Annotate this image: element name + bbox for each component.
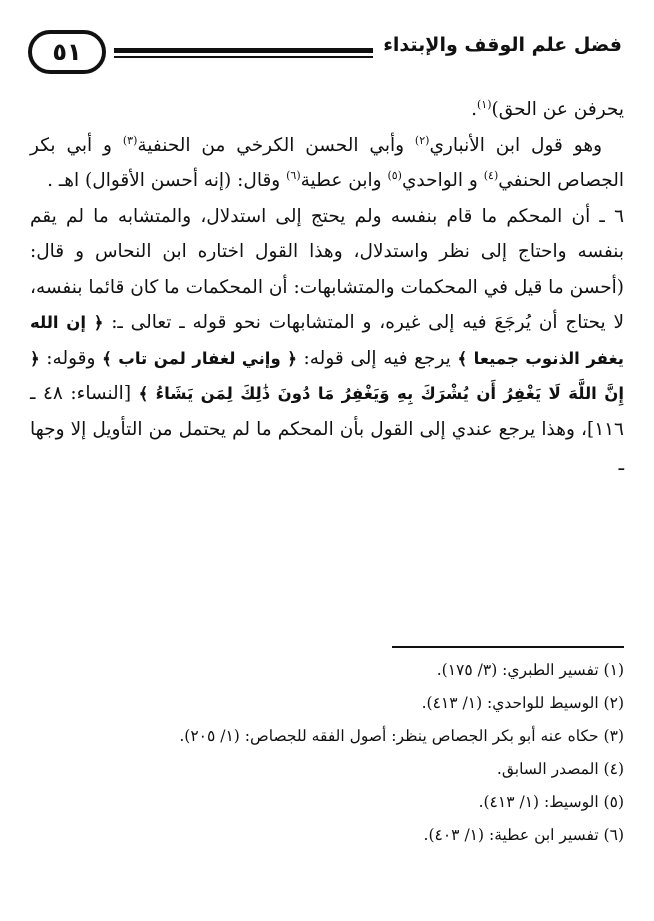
footnote-6: (٦) تفسير ابن عطية: (١/ ٤٠٣). [423,826,624,844]
paragraph-3-text-b: يرجع فيه إلى قوله: [296,347,458,369]
paragraph-3-text-d: [النساء: ٤٨ ـ ١١٦]، وهذا يرجع عندي إلى القول بأن المحكم ما لم يحتمل من التأويل إلا وجها ـ [30,383,624,475]
footnotes [30,654,624,852]
paragraph-1 [30,92,624,128]
paragraph-2-text-f: وقال: (إنه أحسن الأقوال) اهـ . [47,170,287,191]
paragraph-2-text-d: و الواحدي [401,170,484,191]
footnote-ref-2: (٢) [414,133,430,147]
footnote-ref-5: (٥) [387,168,402,182]
page-number: ٥١ [52,38,82,66]
footnote-ref-4: (٤) [483,168,499,182]
paragraph-3-text-a: ٦ ـ أن المحكم ما قام بنفسه ولم يحتج إلى استدلال، والمتشابه ما لم يقم بنفسه واحتاج إلى نظر واستدلال، وهذا القول اختاره ابن النحاس و قال: (أحسن ما قيل في المحكمات والمتشابهات: أن المحكمات ما كان قائما بنفسه، لا يحتاج أن يُرجَعَ فيه إلى غيره، و المتشابهات نحو قوله ـ تعالى ـ: [30,205,624,333]
running-title-text: فضل علم الوقف والإبتداء [383,34,622,56]
quran-verse-3: ﴿ إِنَّ اللَّهَ لَا يَغْفِرُ أَن يُشْرَكَ بِهِ وَيَغْفِرُ مَا دُونَ ذَٰلِكَ لِمَن يَشَاءُ ﴾ [30,348,624,403]
paragraph-2-text-c: و أبي بكر الجصاص الحنفي [30,134,624,191]
footnote-3: (٣) حكاه عنه أبو بكر الجصاص ينظر: أصول الفقه للجصاص: (١/ ٢٠٥). [179,727,624,745]
paragraph-2-text-b: وأبي الحسن الكرخي من الحنفية [137,134,415,156]
page-header [28,28,628,80]
footnote-1: (١) تفسير الطبري: (٣/ ١٧٥). [436,661,624,679]
paragraph-3-text-c: وقوله: [39,347,103,369]
paragraph-3 [30,199,624,483]
quran-verse-1: ﴿ إن الله يغفر الذنوب جميعا ﴾ [30,313,624,368]
footnote-ref-6: (٦) [286,168,301,182]
footnote-separator [392,646,624,648]
paragraph-2 [30,128,624,199]
paragraph-1-end: . [471,99,477,120]
main-text [30,92,624,483]
footnote-5: (٥) الوسيط: (١/ ٤١٣). [478,793,624,811]
footnote-2: (٢) الوسيط للواحدي: (١/ ٤١٣). [421,694,624,712]
page-number-badge [28,30,106,74]
paragraph-2-text-a: وهو قول ابن الأنباري [429,134,603,156]
footnote-4: (٤) المصدر السابق. [496,760,624,778]
quran-verse-2: ﴿ وإني لغفار لمن تاب ﴾ [102,348,297,368]
footnote-ref-3: (٣) [122,133,138,147]
paragraph-2-text-e: وابن عطية [300,170,388,191]
footnote-ref-1: (١) [477,97,492,111]
running-title [373,30,628,60]
paragraph-1-text: يحرفن عن الحق) [491,99,624,120]
